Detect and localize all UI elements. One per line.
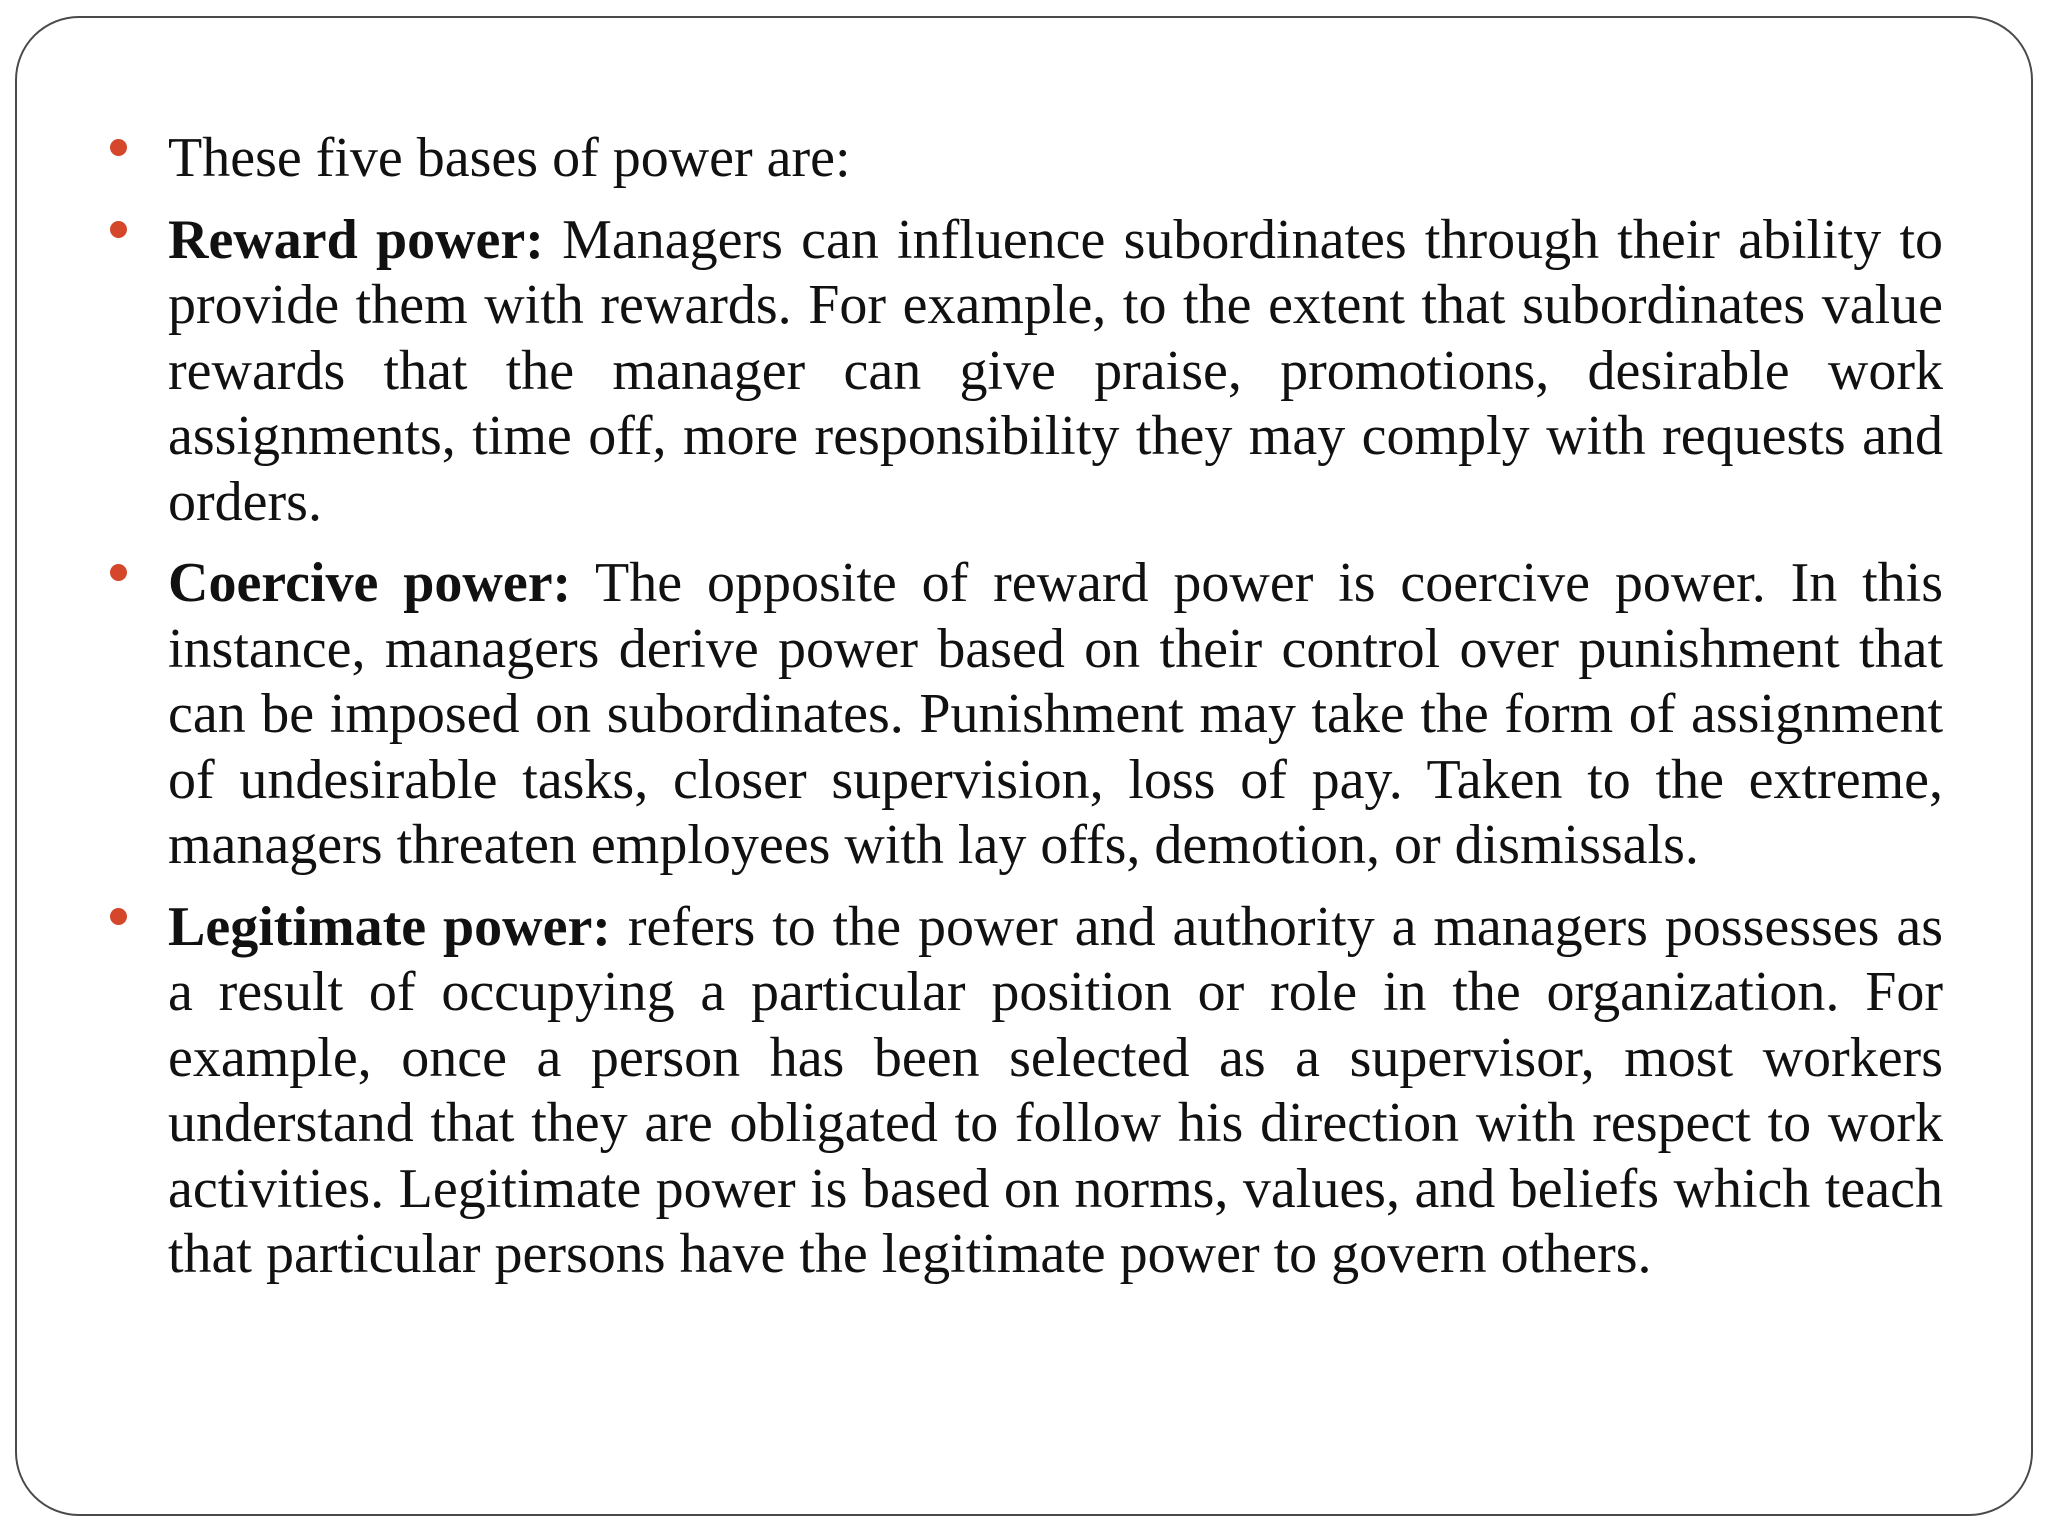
bullet-item-intro (107, 126, 1943, 192)
slide-frame (15, 16, 2033, 1516)
bullet-dot-icon (110, 908, 127, 925)
bullet-item-reward-power (107, 208, 1943, 536)
bullet-dot-icon (110, 139, 127, 156)
bullet-item-legitimate-power (107, 895, 1943, 1288)
bullet-dot-icon (110, 564, 127, 581)
term-legitimate-power: Legitimate power: (168, 895, 611, 958)
bullet-list (107, 126, 1943, 1304)
definition-coercive-power: The opposite of reward power is coercive power. In this instance, managers derive power based on their control over punishment that can be imposed on subordinates. Punishment may take the form of assignment of undesirable tasks, closer supervision, loss of pay. Taken to the extreme, managers threaten employees with lay offs, demotion, or dismissals. (168, 552, 1943, 876)
definition-reward-power: Managers can influence subordinates through their ability to provide them with rewards. For example, to the extent that subordinates value rewards that the manager can give praise, promotions, desirable work assignments, time off, more responsibility they may comply with requests and orders. (168, 208, 1943, 533)
bullet-item-coercive-power (107, 551, 1943, 879)
bullet-dot-icon (110, 221, 127, 238)
intro-text: These five bases of power are: (168, 127, 851, 189)
definition-legitimate-power: refers to the power and authority a managers possesses as a result of occupying a particular position or role in the organization. For example, once a person has been selected as a supervisor, most workers understand that they are obligated to follow his direction with respect to work activities. Legitimate power is based on norms, values, and beliefs which teach that particular persons have the legitimate power to govern others. (168, 895, 1943, 1285)
term-coercive-power: Coercive power: (168, 552, 572, 614)
term-reward-power: Reward power: (168, 208, 544, 271)
